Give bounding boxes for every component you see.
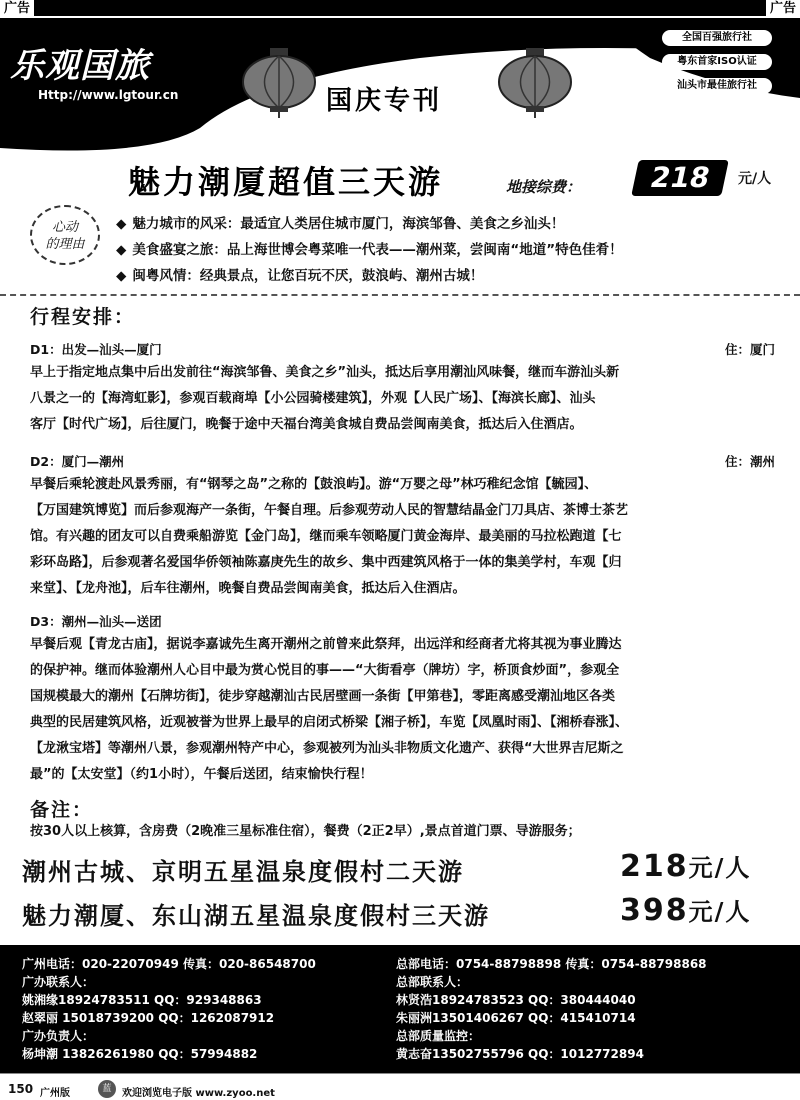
reason-item: ◆ 魅力城市的风采：最适宜人类居住城市厦门，海滨邹鲁、美食之乡汕头！	[116, 216, 565, 232]
offer-two-day	[22, 849, 782, 887]
day3-description: 早餐后观【青龙古庙】，据说李嘉诚先生离开潮州之前曾来此祭拜，出远洋和经商者尤将其视为事业腾达 的保护神。继而体验潮州人心目中最为赏心悦目的事——“大街看亭（牌坊）字，桥顶食炒面”，参观全 国规模最大的潮州【石牌坊街】，徒步穿越潮汕古民居壁画一条街【甲第巷】，零距离感受潮汕地区各类 典型的民居建筑风格，近观被誉为世界上最早的启闭式桥梁【湘子桥】，车览【凤凰时雨】、【湘桥春涨】、 【龙湫宝塔】等潮州八景，参观潮州特产中心，参观被列为汕头非物质文化遗产、获得“大世界吉尼斯之 最”的【太安堂】（约1小时），午餐后送团，结束愉快行程！	[30, 637, 629, 782]
price-label: 地接综费：	[506, 178, 582, 196]
reason-label-line1: 心动	[51, 220, 78, 235]
offer-price: 218元/人	[620, 849, 752, 884]
badge-best-agency: 汕头市最佳旅行社	[662, 78, 772, 94]
edition-badge-icon: 蓝	[98, 1080, 116, 1098]
gz-contacts-label: 广办联系人：	[22, 975, 95, 989]
diamond-bullet-icon: ◆	[116, 268, 127, 284]
hq-contact-row: 林贤浩18924783523 QQ：380444040	[396, 993, 636, 1007]
gz-contact-row: 姚湘缘18924783511 QQ：929348863	[22, 993, 262, 1007]
special-edition-title: 国庆专刊	[326, 86, 443, 116]
gz-manager-label: 广办负责人：	[22, 1029, 95, 1043]
badge-top-100: 全国百强旅行社	[662, 30, 772, 46]
header-banner	[0, 0, 800, 160]
offer-price: 398元/人	[620, 893, 752, 928]
contact-panel	[0, 945, 800, 1073]
hq-quality-row: 黄志奋13502755796 QQ：1012772894	[396, 1047, 644, 1061]
edition-label: 广州版	[40, 1088, 70, 1099]
day1-stay: 住：厦门	[724, 342, 775, 357]
dashed-divider	[0, 294, 800, 296]
header-top-band	[0, 0, 800, 16]
gz-phone-fax: 广州电话：020-22070949 传真：020-86548700	[22, 957, 316, 971]
badge-iso: 粤东首家ISO认证	[662, 54, 772, 70]
offer-three-day	[22, 893, 782, 931]
reason-label	[30, 205, 100, 265]
day2-heading: D2：厦门—潮州 住：潮州	[30, 454, 775, 469]
hq-contacts-label: 总部联系人：	[396, 975, 469, 989]
offer-name: 魅力潮厦、东山湖五星温泉度假村三天游	[22, 901, 490, 930]
gz-contact-row: 赵翠丽 15018739200 QQ：1262087912	[22, 1011, 275, 1025]
price-value: 218	[631, 160, 729, 196]
notes-text: 按30人以上核算，含房费（2晚准三星标准住宿），餐费（2正2早）,景点首道门票、导游服务；	[30, 824, 581, 839]
hq-phone-fax: 总部电话：0754-88798898 传真：0754-88798868	[396, 957, 707, 971]
offer-name: 潮州古城、京明五星温泉度假村二天游	[22, 857, 464, 886]
logo-url: Http://www.lgtour.cn	[38, 88, 179, 102]
page-number: 150	[8, 1082, 34, 1096]
gz-manager-row: 杨坤潮 13826261980 QQ：57994882	[22, 1047, 258, 1061]
itinerary-heading: 行程安排：	[30, 306, 136, 328]
lantern-left-icon	[240, 48, 318, 118]
day3-heading: D3：潮州—汕头—送团	[30, 614, 162, 629]
promo-title: 魅力潮厦超值三天游	[128, 163, 444, 201]
reason-item: ◆ 闽粤风情：经典景点，让您百玩不厌，鼓浪屿、潮州古城！	[116, 268, 484, 284]
day2-description: 早餐后乘轮渡赴风景秀丽，有“钢琴之岛”之称的【鼓浪屿】。游“万婴之母”林巧稚纪念馆【毓园】、 【万国建筑博览】而后参观海产一条街，午餐自理。后参观劳动人民的智慧结晶金门刀具店、茶博士茶艺 馆。有兴趣的团友可以自费乘船游览【金门岛】，继而乘车领略厦门黄金海岸、最美丽的马拉松跑道【七 彩环岛路】，后参观著名爱国华侨领袖陈嘉庚先生的故乡、集中西建筑风格于一体的集美学村，车观【归 来堂】、【龙舟池】，后车往潮州，晚餐自费品尝闽南美食，抵达后入住酒店。	[30, 477, 629, 596]
day2-stay: 住：潮州	[724, 454, 775, 469]
day1-description: 早上于指定地点集中后出发前往“海滨邹鲁、美食之乡”汕头，抵达后享用潮汕风味餐，继而车游汕头新 八景之一的【海湾虹影】，参观百载商埠【小公园骑楼建筑】，外观【人民广场】、【海滨长廊】、汕头 客厅【时代广场】，后往厦门，晚餐于途中天福台湾美食城自费品尝闽南美食，抵达后入住酒店。	[30, 365, 620, 432]
hq-quality-label: 总部质量监控：	[396, 1029, 481, 1043]
reason-label-line2: 的理由	[45, 237, 85, 252]
browse-link[interactable]: 欢迎浏览电子版 www.zyoo.net	[122, 1088, 275, 1099]
day1-heading: D1：出发—汕头—厦门 住：厦门	[30, 342, 775, 357]
ad-tag-right: 广告	[766, 0, 800, 18]
reason-item: ◆ 美食盛宴之旅：品上海世博会粤菜唯一代表——潮州菜，尝闽南“地道”特色佳肴！	[116, 242, 623, 258]
ad-tag-left: 广告	[0, 0, 34, 18]
lantern-right-icon	[496, 48, 574, 118]
diamond-bullet-icon: ◆	[116, 216, 127, 232]
footer-bar	[0, 1073, 800, 1100]
notes-heading: 备注：	[30, 799, 94, 821]
price-unit: 元/人	[738, 171, 772, 187]
hq-contact-row: 朱丽洲13501406267 QQ：415410714	[396, 1011, 636, 1025]
logo: 乐观国旅	[10, 46, 150, 86]
diamond-bullet-icon: ◆	[116, 242, 127, 258]
